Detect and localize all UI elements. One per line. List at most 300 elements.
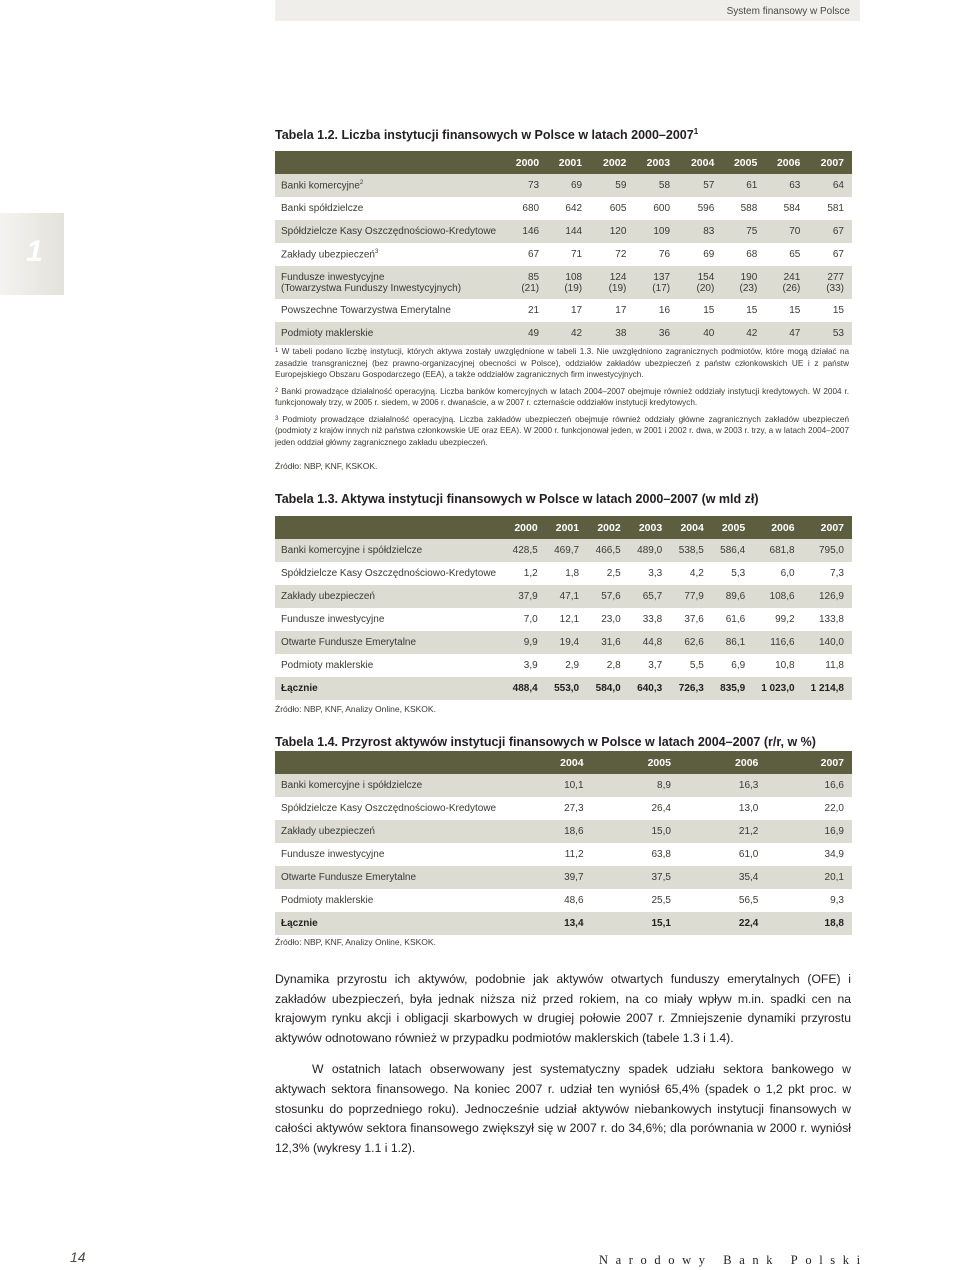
row-label bbox=[275, 889, 504, 912]
table-cell bbox=[712, 631, 753, 654]
table-cell bbox=[587, 585, 629, 608]
table-cell bbox=[753, 631, 802, 654]
table12-year-header: 2000 bbox=[504, 151, 547, 174]
total-row bbox=[275, 912, 852, 935]
row-label-footnote: 3 bbox=[374, 248, 379, 255]
footnote bbox=[275, 346, 849, 381]
footnote-marker: 2 bbox=[275, 387, 279, 394]
table-cell bbox=[634, 299, 678, 322]
row-label-text: Spółdzielcze Kasy Oszczędnościowo-Kredytowe bbox=[281, 226, 497, 237]
table-cell bbox=[592, 774, 679, 797]
table-cell bbox=[808, 220, 852, 243]
table-cell bbox=[504, 797, 591, 820]
cell-value: 40 bbox=[703, 328, 715, 339]
chapter-tab bbox=[0, 213, 64, 295]
table-cell bbox=[587, 539, 629, 562]
row-label-text: Podmioty maklerskie bbox=[281, 660, 374, 671]
cell-subvalue: (19) bbox=[564, 282, 583, 294]
cell-subvalue: (17) bbox=[652, 282, 671, 294]
table-cell bbox=[504, 539, 546, 562]
cell-value: 11,8 bbox=[825, 660, 844, 671]
table-row bbox=[275, 820, 852, 843]
body-paragraph-1: Dynamika przyrostu ich aktywów, podobnie jak aktywów otwartych funduszy emerytalnych (OFE) i zakładów ubezpieczeń, była jednak niższa niż przed rokiem, na co miały wpływ m.in. spadki cen na krajowym rynku akcji i obligacji skarbowych w drugiej połowie 2007 r. Zmniejszenie dynamiki przyrostu aktywów odnotowano również w przypadku podmiotów maklerskich (tabele 1.3 i 1.4). bbox=[275, 972, 851, 1045]
cell-value: 154 bbox=[697, 271, 715, 283]
row-label bbox=[275, 197, 504, 220]
table13-year-header: 2001 bbox=[546, 516, 587, 539]
cell-value: 146 bbox=[522, 226, 540, 237]
table-cell bbox=[629, 608, 671, 631]
cell-value: 10,8 bbox=[775, 660, 795, 671]
cell-value: 20,1 bbox=[824, 872, 844, 883]
table-cell bbox=[629, 654, 671, 677]
table-cell bbox=[765, 243, 808, 266]
table-cell bbox=[753, 539, 802, 562]
table-cell bbox=[678, 220, 722, 243]
table-row bbox=[275, 843, 852, 866]
cell-subvalue: (33) bbox=[826, 282, 844, 294]
table-row bbox=[275, 539, 852, 562]
table13-year-header: 2005 bbox=[712, 516, 753, 539]
table-cell bbox=[590, 220, 634, 243]
table-cell bbox=[547, 243, 590, 266]
cell-value: 42 bbox=[570, 328, 583, 339]
table-cell bbox=[504, 608, 546, 631]
cell-value: 1,2 bbox=[523, 568, 538, 579]
cell-value: 22,0 bbox=[824, 803, 844, 814]
table-cell bbox=[808, 197, 852, 220]
cell-value: 57,6 bbox=[601, 591, 621, 602]
cell-value: 137 bbox=[653, 271, 671, 283]
cell-value: 65 bbox=[789, 249, 801, 260]
cell-value: 6,0 bbox=[780, 568, 795, 579]
cell-value: 89,6 bbox=[725, 591, 746, 602]
table-cell bbox=[765, 299, 808, 322]
table12-year-header: 2001 bbox=[547, 151, 590, 174]
cell-value: 47 bbox=[789, 328, 801, 339]
row-label bbox=[275, 174, 504, 197]
row-label bbox=[275, 774, 504, 797]
table-cell bbox=[766, 889, 852, 912]
cell-value: 795,0 bbox=[818, 545, 844, 556]
table-cell bbox=[504, 243, 547, 266]
cell-value: 5,5 bbox=[689, 660, 704, 671]
table14 bbox=[275, 751, 852, 935]
table-cell bbox=[634, 197, 678, 220]
table12-caption-sup: 1 bbox=[693, 127, 699, 136]
cell-value: 77,9 bbox=[684, 591, 704, 602]
cell-value: 31,6 bbox=[601, 637, 621, 648]
table14-caption: Tabela 1.4. Przyrost aktywów instytucji finansowych w Polsce w latach 2004–2007 (r/r, w %) bbox=[275, 735, 816, 749]
table-cell bbox=[546, 608, 587, 631]
cell-value: 144 bbox=[565, 226, 583, 237]
table-cell bbox=[504, 266, 547, 299]
cell-value: 10,1 bbox=[564, 780, 584, 791]
table-cell bbox=[679, 843, 766, 866]
table-cell bbox=[766, 797, 852, 820]
cell-value: 16 bbox=[658, 305, 671, 316]
total-cell: 553,0 bbox=[546, 677, 587, 700]
table-cell bbox=[765, 322, 808, 345]
table12-year-header: 2004 bbox=[678, 151, 722, 174]
cell-value: 56,5 bbox=[738, 895, 759, 906]
cell-value: 76 bbox=[658, 249, 671, 260]
table-cell bbox=[504, 843, 591, 866]
cell-value: 140,0 bbox=[818, 637, 844, 648]
cell-value: 15 bbox=[789, 305, 801, 316]
table-cell bbox=[803, 654, 852, 677]
table-cell bbox=[808, 243, 852, 266]
cell-value: 15 bbox=[832, 305, 844, 316]
footnote bbox=[275, 386, 849, 409]
table-cell bbox=[546, 654, 587, 677]
cell-value: 39,7 bbox=[564, 872, 584, 883]
cell-value: 70 bbox=[789, 226, 801, 237]
table-cell bbox=[753, 654, 802, 677]
cell-value: 47,1 bbox=[559, 591, 580, 602]
row-label bbox=[275, 797, 504, 820]
table-cell bbox=[504, 197, 547, 220]
cell-value: 13,0 bbox=[738, 803, 759, 814]
table-cell bbox=[765, 197, 808, 220]
table-cell bbox=[634, 174, 678, 197]
table12-year-header: 2006 bbox=[765, 151, 808, 174]
cell-value: 584 bbox=[783, 203, 801, 214]
cell-value: 16,3 bbox=[738, 780, 759, 791]
table-cell bbox=[678, 243, 722, 266]
cell-value: 63,8 bbox=[651, 849, 671, 860]
table-cell bbox=[753, 585, 802, 608]
row-label bbox=[275, 585, 504, 608]
table-cell bbox=[547, 197, 590, 220]
page-number: 14 bbox=[70, 1249, 86, 1265]
table-cell bbox=[504, 774, 591, 797]
cell-value: 17 bbox=[570, 305, 583, 316]
table-cell bbox=[629, 562, 671, 585]
row-label-text: Spółdzielcze Kasy Oszczędnościowo-Kredytowe bbox=[281, 803, 497, 814]
footnote-text: Podmioty prowadzące działalność operacyjną. Liczba zakładów ubezpieczeń obejmuje również oddziały główne zagranicznych zakładów ubezpieczeń (podmioty z krajów innych niż państwa członkowskie UE oraz EEA). W 2000 r. funkcjonował jeden, w 2001 i 2002 r. dwa, w 2003 r. trzy, a w latach 2004–2007 jeden oddział główny zagranicznego zakładu ubezpieczeń. bbox=[275, 414, 849, 447]
cell-value: 21 bbox=[527, 305, 540, 316]
cell-value: 67 bbox=[527, 249, 540, 260]
row-label-text: Banki komercyjne bbox=[281, 180, 360, 192]
table13-year-header: 2002 bbox=[587, 516, 629, 539]
row-label-text: Podmioty maklerskie bbox=[281, 328, 374, 339]
cell-value: 37,9 bbox=[518, 591, 538, 602]
cell-value: 16,9 bbox=[824, 826, 844, 837]
table-cell bbox=[765, 266, 808, 299]
table-cell bbox=[722, 174, 765, 197]
row-label-text: Banki spółdzielcze bbox=[281, 203, 364, 214]
cell-value: 3,9 bbox=[523, 660, 538, 671]
table-cell bbox=[504, 220, 547, 243]
cell-value: 65,7 bbox=[642, 591, 663, 602]
cell-value: 25,5 bbox=[651, 895, 671, 906]
row-label-text: Zakłady ubezpieczeń bbox=[281, 826, 375, 837]
cell-value: 133,8 bbox=[818, 614, 844, 625]
body-paragraph-2: W ostatnich latach obserwowany jest systematyczny spadek udziału sektora bankowego w aktywach sektora finansowego. Na koniec 2007 r. udział ten wyniósł 65,4% (spadek o 1,2 pkt proc. w stosunku do poprzedniego roku). Jednocześnie udział aktywów niebankowych instytucji finansowych w całości aktywów sektora finansowego zwiększył się w 2007 r. do 34,6%; dla porównania w 2000 r. wyniósł 12,3% (wykresy 1.1 i 1.2). bbox=[275, 1062, 851, 1155]
table12-year-header: 2007 bbox=[808, 151, 852, 174]
table-cell bbox=[753, 562, 802, 585]
row-label-subtext: (Towarzystwa Funduszy Inwestycyjnych) bbox=[281, 282, 462, 294]
cell-value: 85 bbox=[527, 271, 540, 283]
table-cell bbox=[712, 654, 753, 677]
cell-value: 37,6 bbox=[684, 614, 704, 625]
cell-subvalue: (26) bbox=[782, 282, 801, 294]
table12 bbox=[275, 151, 852, 345]
row-label bbox=[275, 243, 504, 266]
row-label-text: Fundusze inwestycyjne bbox=[281, 849, 385, 860]
cell-value: 2,8 bbox=[606, 660, 621, 671]
table-cell bbox=[546, 585, 587, 608]
table-cell bbox=[587, 608, 629, 631]
cell-value: 18,6 bbox=[564, 826, 584, 837]
table-cell bbox=[546, 562, 587, 585]
cell-value: 23,0 bbox=[601, 614, 621, 625]
table-cell bbox=[753, 608, 802, 631]
cell-value: 7,0 bbox=[523, 614, 538, 625]
table-cell bbox=[547, 299, 590, 322]
table13-header-row bbox=[275, 516, 852, 539]
table-cell bbox=[678, 322, 722, 345]
cell-value: 62,6 bbox=[684, 637, 704, 648]
total-cell: 13,4 bbox=[504, 912, 591, 935]
table14-source: Źródło: NBP, KNF, Analizy Online, KSKOK. bbox=[275, 937, 436, 947]
table-row bbox=[275, 174, 852, 197]
cell-value: 26,4 bbox=[651, 803, 671, 814]
cell-value: 44,8 bbox=[642, 637, 663, 648]
cell-value: 126,9 bbox=[818, 591, 844, 602]
cell-value: 2,5 bbox=[606, 568, 621, 579]
table-row bbox=[275, 608, 852, 631]
cell-value: 49 bbox=[527, 328, 540, 339]
row-label-text: Spółdzielcze Kasy Oszczędnościowo-Kredytowe bbox=[281, 568, 497, 579]
table-row bbox=[275, 774, 852, 797]
row-label-text: Banki komercyjne i spółdzielcze bbox=[281, 780, 423, 791]
table-cell bbox=[592, 889, 679, 912]
cell-value: 71 bbox=[570, 249, 583, 260]
cell-subvalue: (19) bbox=[608, 282, 627, 294]
cell-value: 38 bbox=[615, 328, 627, 339]
table14-year-header: 2006 bbox=[679, 751, 766, 774]
cell-value: 109 bbox=[653, 226, 671, 237]
table-cell bbox=[592, 820, 679, 843]
cell-value: 33,8 bbox=[642, 614, 663, 625]
table-cell bbox=[587, 631, 629, 654]
cell-value: 9,9 bbox=[523, 637, 538, 648]
cell-value: 120 bbox=[609, 226, 627, 237]
cell-value: 190 bbox=[740, 271, 758, 283]
cell-value: 8,9 bbox=[657, 780, 671, 791]
cell-value: 37,5 bbox=[651, 872, 671, 883]
cell-value: 19,4 bbox=[559, 637, 580, 648]
table12-header-row bbox=[275, 151, 852, 174]
table14-header-row bbox=[275, 751, 852, 774]
cell-value: 124 bbox=[609, 271, 627, 283]
table-cell bbox=[547, 322, 590, 345]
row-label-text: Banki komercyjne i spółdzielcze bbox=[281, 545, 423, 556]
cell-value: 36 bbox=[658, 328, 671, 339]
cell-value: 53 bbox=[832, 328, 844, 339]
cell-value: 277 bbox=[827, 271, 844, 283]
footnote-text: W tabeli podano liczbę instytucji, których aktywa zostały uwzględnione w tabeli 1.3. Nie uwzględniono zagranicznych podmiotów, które mogą działać na zasadzie transgranicznej (bez prawno-organizacyjnej obecności w Polsce), oddziałów zakładów ubezpieczeń z państw członkowskich UE i z państw Europejskiego Obszaru Gospodarczego (EEA), a także oddziałów zagranicznych firm inwestycyjnych. bbox=[275, 347, 849, 379]
cell-value: 86,1 bbox=[725, 637, 746, 648]
table-cell bbox=[766, 820, 852, 843]
row-label-text: Powszechne Towarzystwa Emerytalne bbox=[281, 305, 451, 316]
cell-value: 466,5 bbox=[595, 545, 621, 556]
table-cell bbox=[808, 299, 852, 322]
cell-value: 588 bbox=[740, 203, 758, 214]
table13-source: Źródło: NBP, KNF, Analizy Online, KSKOK. bbox=[275, 704, 436, 714]
table-row bbox=[275, 866, 852, 889]
table-cell bbox=[587, 654, 629, 677]
table13-year-header: 2007 bbox=[803, 516, 852, 539]
table-cell bbox=[504, 654, 546, 677]
table-cell bbox=[808, 322, 852, 345]
cell-value: 17 bbox=[615, 305, 627, 316]
table-cell bbox=[803, 562, 852, 585]
table-cell bbox=[722, 322, 765, 345]
cell-value: 12,1 bbox=[559, 614, 580, 625]
cell-value: 64 bbox=[832, 180, 844, 191]
table12-year-header: 2002 bbox=[590, 151, 634, 174]
cell-value: 27,3 bbox=[564, 803, 584, 814]
table-cell bbox=[629, 539, 671, 562]
total-cell: 1 214,8 bbox=[803, 677, 852, 700]
cell-value: 489,0 bbox=[637, 545, 663, 556]
table13-header-blank bbox=[275, 516, 504, 539]
total-cell: 15,1 bbox=[592, 912, 679, 935]
cell-value: 3,7 bbox=[648, 660, 663, 671]
table-cell bbox=[590, 299, 634, 322]
total-cell: 584,0 bbox=[587, 677, 629, 700]
table-cell bbox=[592, 866, 679, 889]
cell-value: 67 bbox=[832, 226, 844, 237]
table-row bbox=[275, 631, 852, 654]
row-label bbox=[275, 608, 504, 631]
table12-year-header: 2005 bbox=[722, 151, 765, 174]
cell-value: 15,0 bbox=[651, 826, 671, 837]
table-cell bbox=[722, 266, 765, 299]
table-cell bbox=[547, 220, 590, 243]
table-cell bbox=[765, 220, 808, 243]
table-cell bbox=[678, 299, 722, 322]
table14-year-header: 2004 bbox=[504, 751, 591, 774]
footnote-text: Banki prowadzące działalność operacyjną. Liczba banków komercyjnych w latach 2004–2007 obejmuje również oddziały instytucji kredytowych. W 2004 r. funkcjonowały trzy, w 2005 r. siedem, w 2006 r. dwanaście, a w 2007 r. czternaście oddziałów instytucji kredytowych. bbox=[275, 386, 849, 407]
cell-value: 15 bbox=[703, 305, 715, 316]
table-cell bbox=[722, 243, 765, 266]
row-label-text: Otwarte Fundusze Emerytalne bbox=[281, 637, 417, 648]
cell-value: 63 bbox=[789, 180, 801, 191]
total-cell: 1 023,0 bbox=[753, 677, 802, 700]
table13-year-header: 2000 bbox=[504, 516, 546, 539]
cell-value: 469,7 bbox=[554, 545, 580, 556]
cell-value: 600 bbox=[653, 203, 671, 214]
table-cell bbox=[670, 585, 712, 608]
table-cell bbox=[712, 585, 753, 608]
table-row bbox=[275, 220, 852, 243]
table-cell bbox=[679, 866, 766, 889]
cell-subvalue: (23) bbox=[739, 282, 758, 294]
table-cell bbox=[634, 266, 678, 299]
footnote-marker: 3 bbox=[275, 415, 279, 422]
table-cell bbox=[504, 585, 546, 608]
cell-value: 21,2 bbox=[738, 826, 759, 837]
table-cell bbox=[592, 843, 679, 866]
row-label-text: Zakłady ubezpieczeń bbox=[281, 249, 375, 261]
cell-value: 61 bbox=[746, 180, 758, 191]
table-cell bbox=[587, 562, 629, 585]
cell-value: 428,5 bbox=[512, 545, 538, 556]
cell-value: 581 bbox=[827, 203, 844, 214]
table-cell bbox=[678, 174, 722, 197]
table-cell bbox=[679, 889, 766, 912]
table-cell bbox=[634, 322, 678, 345]
row-label-text: Fundusze inwestycyjne bbox=[281, 614, 385, 625]
table-row bbox=[275, 243, 852, 266]
table-cell bbox=[803, 585, 852, 608]
table13 bbox=[275, 516, 852, 700]
table-cell bbox=[722, 197, 765, 220]
cell-value: 1,8 bbox=[565, 568, 580, 579]
table-cell bbox=[712, 539, 753, 562]
table-cell bbox=[629, 631, 671, 654]
table-cell bbox=[634, 243, 678, 266]
table-row bbox=[275, 197, 852, 220]
table-cell bbox=[504, 174, 547, 197]
table12-caption-text: Tabela 1.2. Liczba instytucji finansowych w Polsce w latach 2000–2007 bbox=[275, 128, 694, 143]
table-row bbox=[275, 797, 852, 820]
table-cell bbox=[808, 266, 852, 299]
table-row bbox=[275, 266, 852, 299]
table-cell bbox=[678, 197, 722, 220]
cell-value: 11,2 bbox=[564, 849, 584, 860]
table-cell bbox=[546, 539, 587, 562]
table12-year-header: 2003 bbox=[634, 151, 678, 174]
running-header bbox=[275, 0, 860, 21]
cell-value: 57 bbox=[703, 180, 715, 191]
row-label bbox=[275, 266, 504, 299]
row-label-text: Zakłady ubezpieczeń bbox=[281, 591, 375, 602]
table-cell bbox=[766, 866, 852, 889]
running-title: System finansowy w Polsce bbox=[726, 6, 850, 17]
chapter-number: 1 bbox=[26, 235, 43, 268]
cell-value: 75 bbox=[746, 226, 758, 237]
row-label bbox=[275, 562, 504, 585]
row-label bbox=[275, 220, 504, 243]
cell-value: 3,3 bbox=[648, 568, 663, 579]
table-cell bbox=[590, 174, 634, 197]
table-cell bbox=[722, 299, 765, 322]
table-cell bbox=[590, 243, 634, 266]
cell-value: 83 bbox=[703, 226, 715, 237]
cell-value: 61,6 bbox=[725, 614, 746, 625]
table-cell bbox=[670, 631, 712, 654]
table-cell bbox=[590, 322, 634, 345]
total-cell: 22,4 bbox=[679, 912, 766, 935]
table12-caption bbox=[275, 127, 698, 142]
row-label bbox=[275, 843, 504, 866]
table13-year-header: 2003 bbox=[629, 516, 671, 539]
table-cell bbox=[678, 266, 722, 299]
table-cell bbox=[590, 266, 634, 299]
table-cell bbox=[504, 631, 546, 654]
table-cell bbox=[766, 843, 852, 866]
cell-value: 586,4 bbox=[720, 545, 746, 556]
table-cell bbox=[504, 820, 591, 843]
table14-year-header: 2007 bbox=[766, 751, 852, 774]
cell-value: 642 bbox=[565, 203, 583, 214]
total-label: Łącznie bbox=[275, 677, 504, 700]
row-label-text: Podmioty maklerskie bbox=[281, 895, 374, 906]
